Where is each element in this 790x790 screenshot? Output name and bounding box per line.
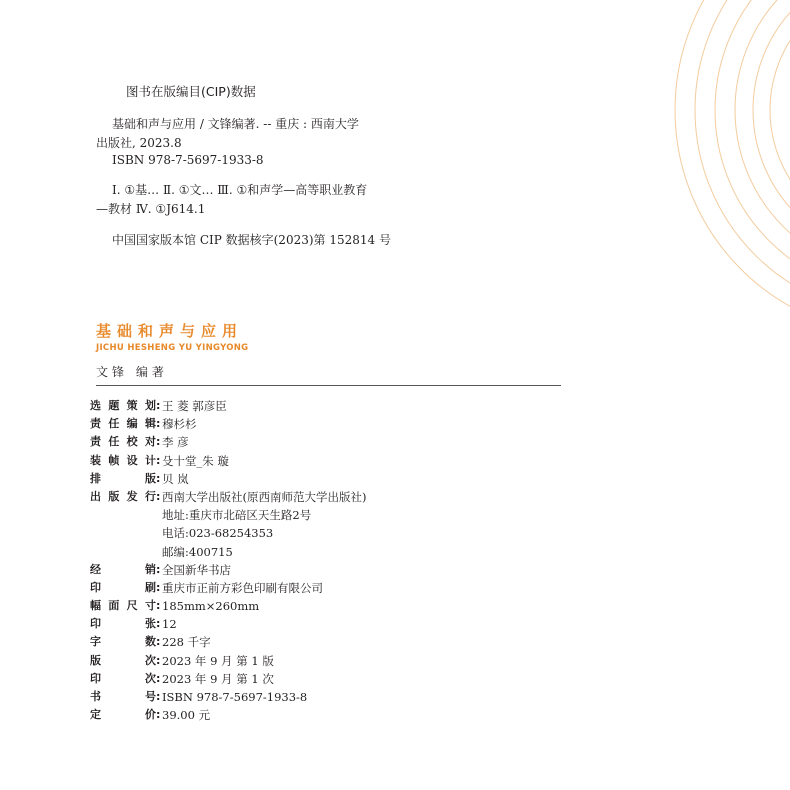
info-value: 殳十堂_朱 璇 [162,453,229,468]
info-row [90,506,366,524]
info-value: 李 彦 [162,435,189,450]
info-colon: : [156,435,161,449]
info-colon: : [156,399,161,412]
info-colon: : [156,617,161,631]
info-label: 经销 [90,562,156,576]
info-value: 西南大学出版社(原西南师范大学出版社) [162,489,367,504]
book-title-pinyin: JICHU HESHENG YU YINGYONG [96,343,249,353]
info-row [90,433,366,451]
info-row [90,561,366,579]
info-colon: : [156,580,161,594]
info-colon: : [156,599,161,613]
info-row [90,670,366,688]
cip-line-1: 基础和声与应用 / 文锋编著. -- 重庆 : 西南大学 [112,117,359,131]
info-label: 出版发行 [90,489,156,503]
cip-heading: 图书在版编目(CIP)数据 [126,84,256,99]
info-row [90,543,366,561]
info-row [90,397,366,415]
info-colon: : [156,471,161,485]
publication-info [90,397,366,724]
info-colon: : [156,708,161,722]
info-colon: : [156,635,161,649]
info-row [90,470,366,488]
info-label: 印次 [90,671,156,685]
info-row [90,615,366,633]
info-colon: : [156,690,161,703]
info-label: 责任编辑 [90,417,156,431]
info-value: 穆杉杉 [162,417,197,432]
info-label: 排版 [90,471,156,485]
divider [96,385,561,386]
info-colon: : [156,653,161,667]
info-value: 重庆市正前方彩色印刷有限公司 [162,580,323,595]
info-row [90,415,366,433]
info-value: 39.00 元 [162,708,211,723]
info-row [90,524,366,542]
info-value: 185mm×260mm [162,599,260,614]
info-value: 全国新华书店 [162,562,231,577]
info-row [90,633,366,651]
info-row [90,488,366,506]
info-value: ISBN 978-7-5697-1933-8 [162,690,308,704]
info-row [90,597,366,615]
info-row [90,688,366,706]
info-label: 选题策划 [90,399,156,412]
info-label: 印张 [90,617,156,631]
info-value: 12 [162,617,177,632]
info-label: 责任校对 [90,435,156,449]
info-value: 王 菱 郭彦臣 [162,399,227,413]
info-label: 版次 [90,653,156,667]
info-label: 书号 [90,690,156,703]
cip-line-4: Ⅰ. ①基… Ⅱ. ①文… Ⅲ. ①和声学—高等职业教育 [112,183,368,197]
info-value: 邮编:400715 [162,544,233,559]
info-row [90,706,366,724]
info-colon: : [156,671,161,685]
info-value: 228 千字 [162,635,211,650]
info-label: 装帧设计 [90,453,156,467]
cip-line-6: 中国国家版本馆 CIP 数据核字(2023)第 152814 号 [112,233,391,247]
info-label: 印刷 [90,580,156,594]
cip-line-2: 出版社, 2023.8 [96,136,182,150]
info-value: 电话:023-68254353 [162,526,274,541]
info-row [90,652,366,670]
info-colon: : [156,562,161,576]
info-colon: : [156,453,161,467]
info-colon: : [156,489,161,503]
info-colon: : [156,417,161,431]
info-value: 2023 年 9 月 第 1 版 [162,653,274,668]
author-line: 文锋 编著 [96,365,168,379]
info-value: 贝 岚 [162,471,189,486]
info-value: 地址:重庆市北碚区天生路2号 [162,508,312,523]
info-value: 2023 年 9 月 第 1 次 [162,671,274,686]
info-label: 定价 [90,708,156,722]
book-title: 基础和声与应用 [96,322,244,340]
info-label: 字数 [90,635,156,649]
cip-line-5: —教材 Ⅳ. ①J614.1 [96,202,206,216]
info-row [90,452,366,470]
info-row [90,579,366,597]
info-label: 幅面尺寸 [90,599,156,613]
cip-line-3: ISBN 978-7-5697-1933-8 [112,153,264,167]
